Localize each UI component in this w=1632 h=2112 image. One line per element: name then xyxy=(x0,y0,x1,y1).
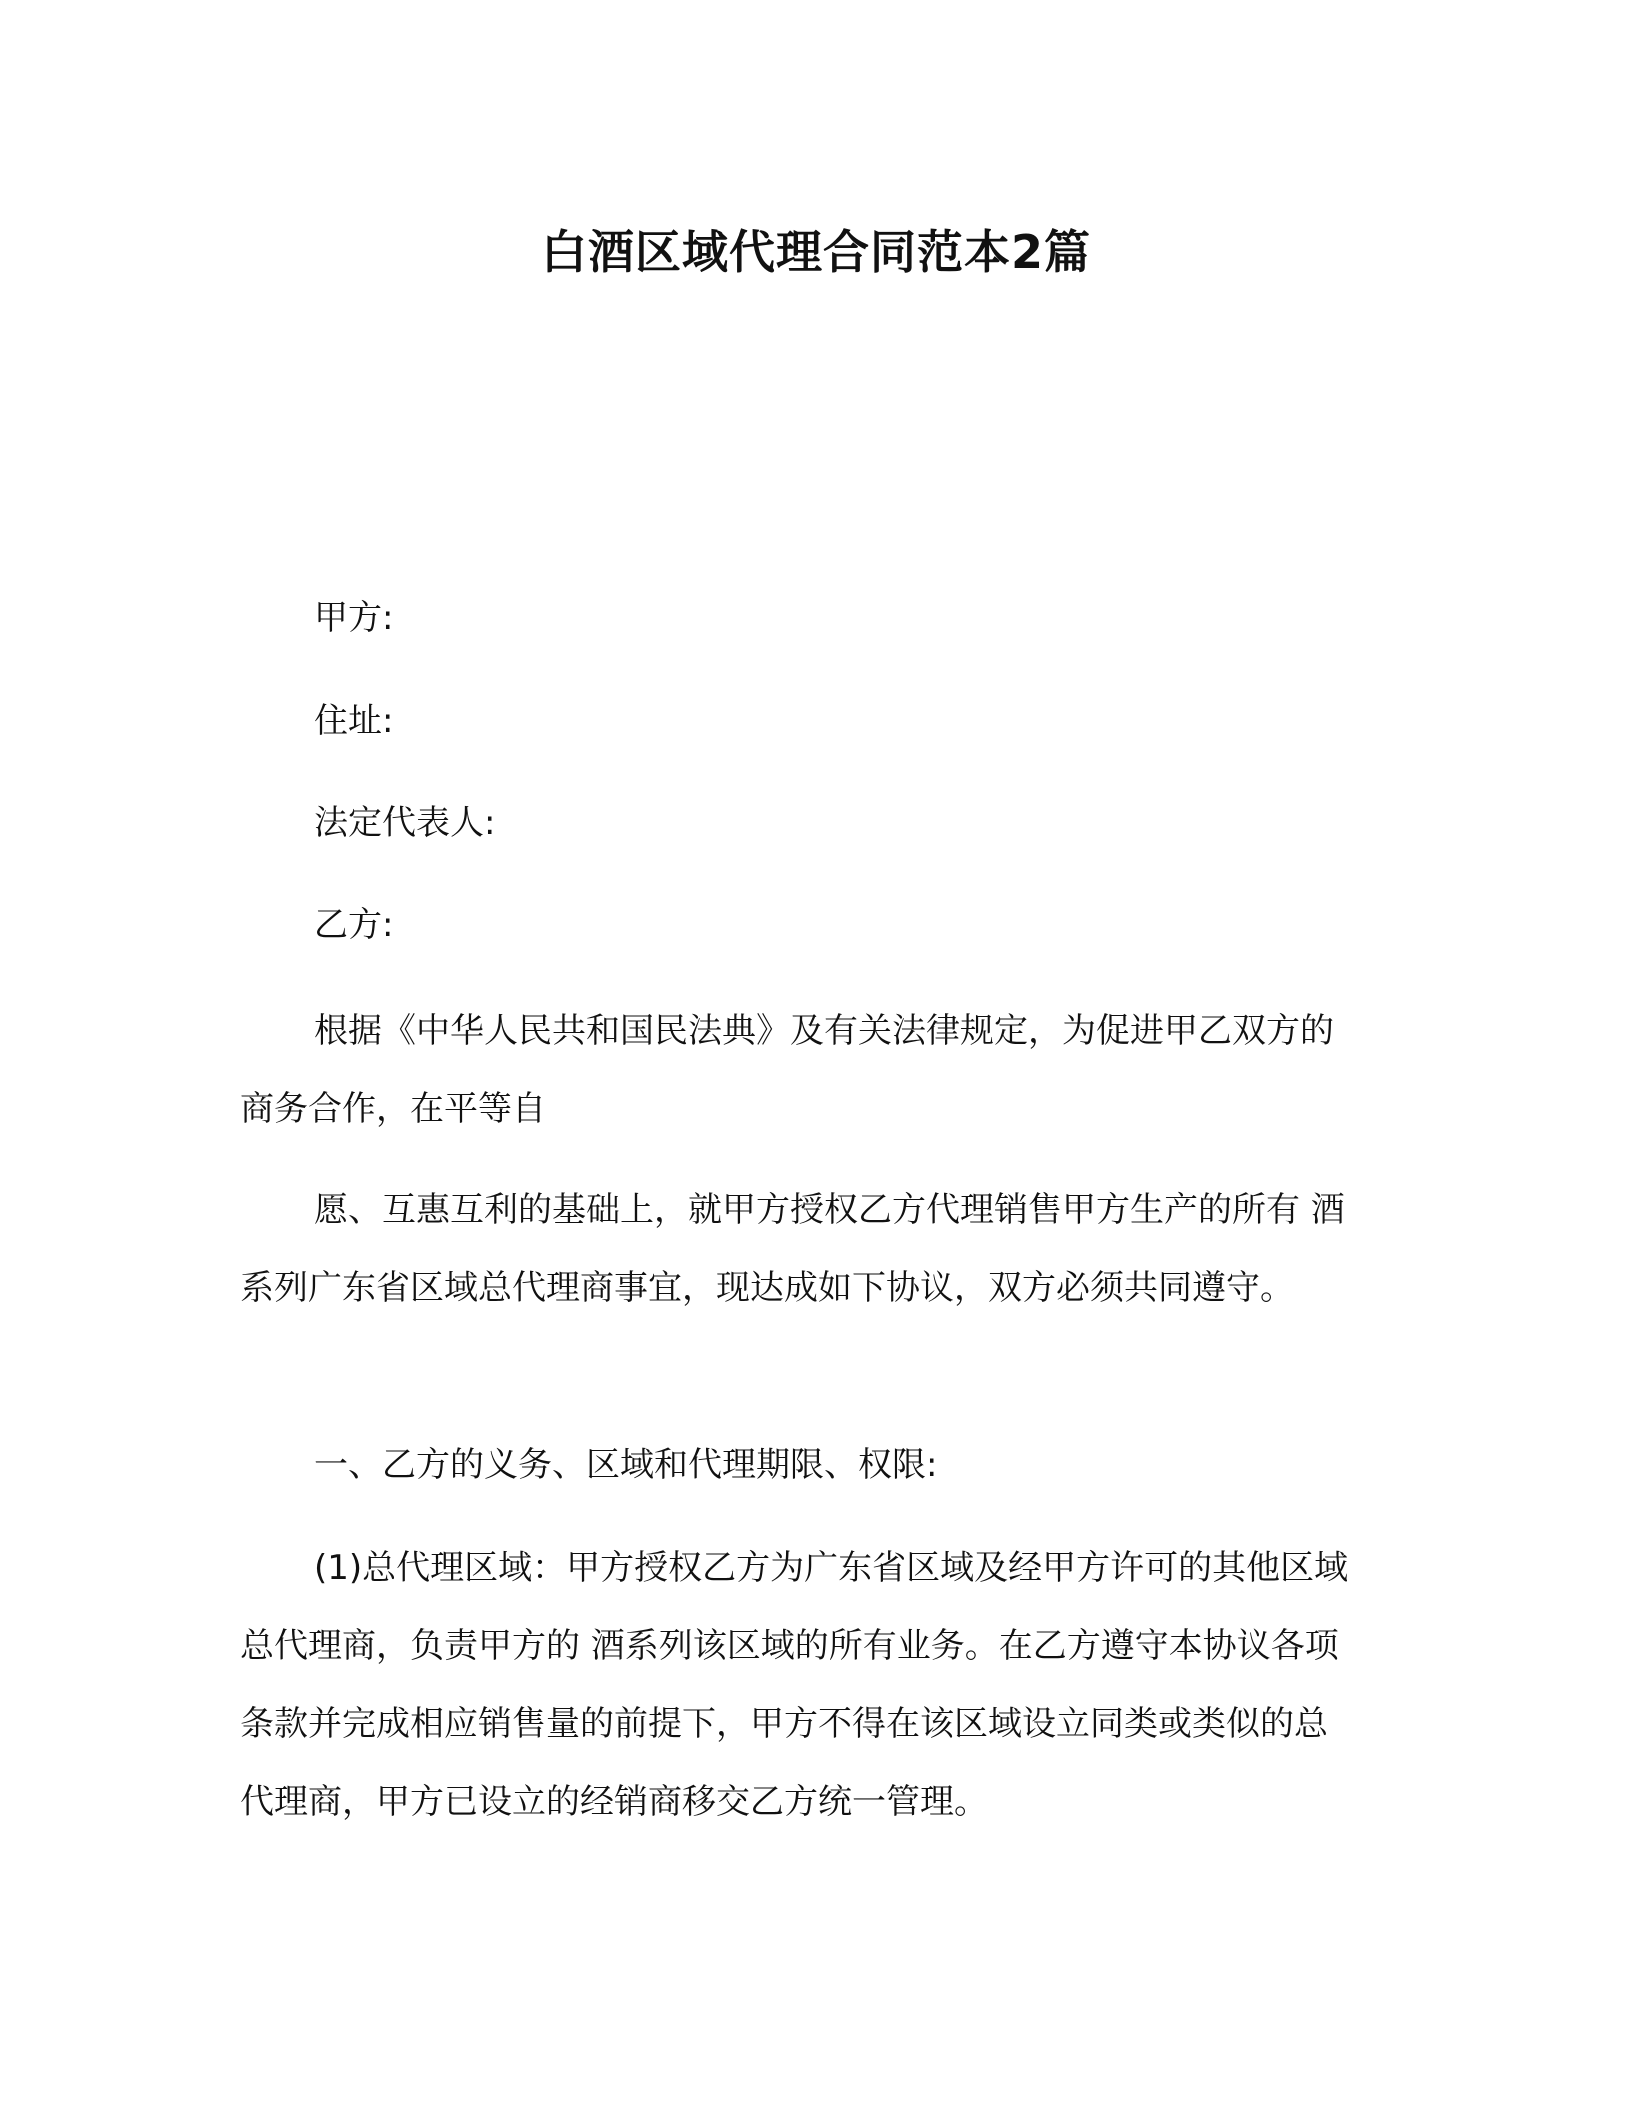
paragraph-intro: 根据《中华人民共和国民法典》及有关法律规定，为促进甲乙双方的商务合作，在平等自 xyxy=(240,1011,1334,1129)
section-heading-obligations: 一、乙方的义务、区域和代理期限、权限: xyxy=(314,1445,938,1485)
document-title: 白酒区域代理合同范本2篇 xyxy=(540,225,1091,279)
legal-representative-field: 法定代表人: xyxy=(314,803,496,843)
party-b-field: 乙方: xyxy=(314,905,394,945)
paragraph-agency-region: (1)总代理区域：甲方授权乙方为广东省区域及经甲方许可的其他区域总代理商，负责甲方的 酒系列该区域的所有业务。在乙方遵守本协议各项条款并完成相应销售量的前提下，甲方不得在该区域设立同类或类似的总代理商，甲方已设立的经销商移交乙方统一管理。 xyxy=(240,1548,1349,1822)
address-field: 住址: xyxy=(314,701,394,741)
paragraph-agreement: 愿、互惠互利的基础上，就甲方授权乙方代理销售甲方生产的所有 酒系列广东省区域总代理商事宜，现达成如下协议，双方必须共同遵守。 xyxy=(240,1190,1345,1308)
party-a-field: 甲方: xyxy=(314,598,394,638)
